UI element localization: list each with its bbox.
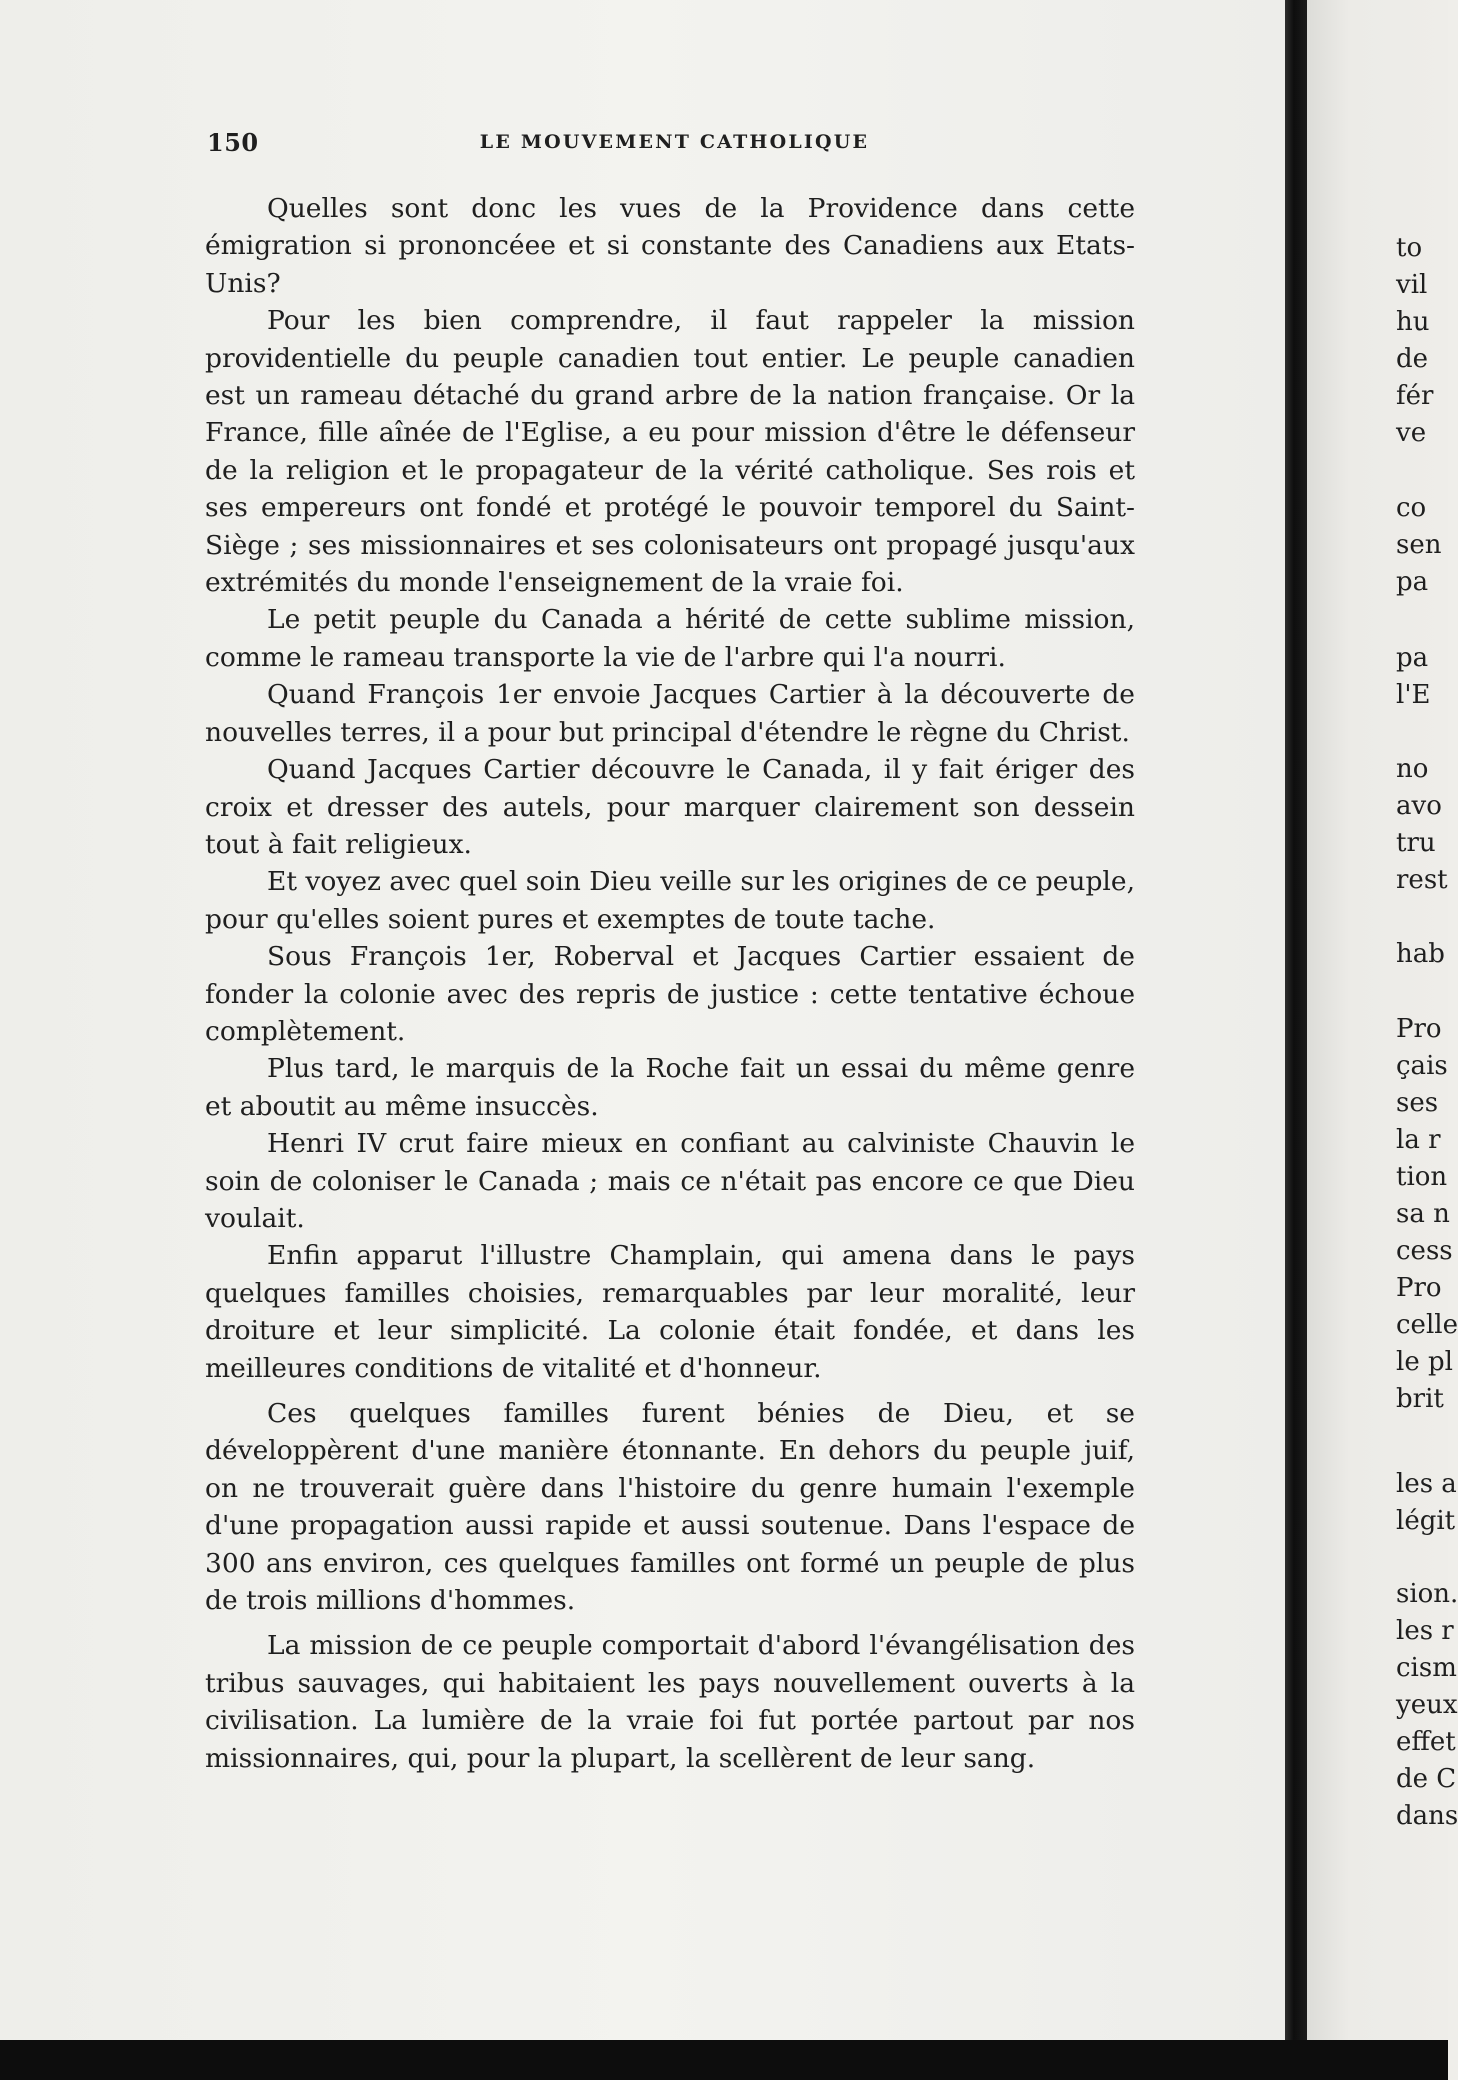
facing-line: effet [1396,1727,1456,1757]
scan-bottom-edge [0,2040,1448,2080]
facing-line: dans [1396,1801,1458,1831]
body-text [205,190,1135,1777]
paragraph: Ces quelques familles furent bénies de Dieu, et se développèrent d'une manière étonnante. En dehors du peuple juif, on ne trouverait guère dans l'histoire du genre humain l'exemple d'une propagation aussi rapide et aussi soutenue. Dans l'espace de 300 ans environ, ces quelques familles ont formé un peuple de plus de trois millions d'hommes. [205,1398,1135,1617]
running-head [207,128,1142,168]
facing-line: sion. [1396,1579,1458,1609]
page-number: 150 [207,128,259,157]
book-gutter [1285,0,1307,2040]
facing-line: Pro [1396,1014,1442,1044]
facing-line: sen [1396,530,1442,560]
facing-line: çais [1396,1051,1448,1081]
paragraph: La mission de ce peuple comportait d'abord l'évangélisation des tribus sauvages, qui habitaient les pays nouvellement ouverts à la civilisation. La lumière de la vraie foi fut portée partout par nos missionnaires, qui, pour la plupart, la scellèrent de leur sang. [205,1630,1135,1774]
facing-line: cess [1396,1236,1453,1266]
facing-line: hu [1396,307,1430,337]
facing-line: le pl [1396,1347,1453,1377]
facing-line: les a [1396,1469,1457,1499]
facing-line: sa n [1396,1199,1450,1229]
facing-line: yeux [1396,1690,1458,1720]
facing-line: de C [1396,1764,1457,1794]
facing-line: brit [1396,1384,1444,1414]
facing-line: pa [1396,643,1429,673]
facing-line: no [1396,754,1429,784]
paragraph: Quand François 1er envoie Jacques Cartier à la découverte de nouvelles terres, il a pour but principal d'étendre le règne du Christ. [205,679,1135,748]
running-title: LE MOUVEMENT CATHOLIQUE [479,131,870,153]
facing-line: l'E [1396,680,1431,710]
facing-line: les r [1396,1616,1454,1646]
paragraph: Quelles sont donc les vues de la Providence dans cette émigration si prononcéee et si constante des Canadiens aux Etats-Unis? [205,193,1135,299]
paragraph: Enfin apparut l'illustre Champlain, qui amena dans le pays quelques familles choisies, remarquables par leur moralité, leur droiture et leur simplicité. La colonie était fondée, et dans les meilleures conditions de vitalité et d'honneur. [205,1240,1135,1384]
facing-line: de [1396,344,1429,374]
facing-line: tru [1396,828,1436,858]
facing-line: ses [1396,1088,1439,1118]
paragraph: Pour les bien comprendre, il faut rappeler la mission providentielle du peuple canadien tout entier. Le peuple canadien est un rameau détaché du grand arbre de la nation française. Or la France, fille aînée de l'Eglise, a eu pour mission d'être le défenseur de la religion et le propagateur de la vérité catholique. Ses rois et ses empereurs ont fondé et protégé le pouvoir temporel du Saint-Siège ; ses missionnaires et ses colonisateurs ont propagé jusqu'aux extrémités du monde l'enseignement de la vraie foi. [205,305,1135,599]
facing-line: rest [1396,865,1448,895]
facing-line: légit [1396,1506,1456,1536]
paragraph: Le petit peuple du Canada a hérité de cette sublime mission, comme le rameau transporte la vie de l'arbre qui l'a nourri. [205,604,1135,673]
facing-line: hab [1396,939,1445,969]
facing-line: cism [1396,1653,1457,1683]
facing-line: ve [1396,418,1427,448]
facing-line: co [1396,493,1427,523]
paragraph: Sous François 1er, Roberval et Jacques Cartier essaient de fonder la colonie avec des repris de justice : cette tentative échoue complètement. [205,941,1135,1047]
paragraph: Henri IV crut faire mieux en confiant au calviniste Chauvin le soin de coloniser le Canada ; mais ce n'était pas encore ce que Dieu voulait. [205,1128,1135,1234]
facing-line: vil [1396,270,1428,300]
facing-line: pa [1396,567,1429,597]
paragraph: Et voyez avec quel soin Dieu veille sur les origines de ce peuple, pour qu'elles soient pures et exemptes de toute tache. [205,866,1135,935]
facing-line: celle [1396,1310,1458,1340]
facing-line: la r [1396,1125,1441,1155]
facing-line: avo [1396,791,1442,821]
facing-line: fér [1396,381,1434,411]
facing-line: tion [1396,1162,1448,1192]
facing-line: to [1396,233,1423,263]
facing-line: Pro [1396,1273,1442,1303]
paragraph: Plus tard, le marquis de la Roche fait un essai du même genre et aboutit au même insuccès. [205,1053,1135,1122]
paragraph: Quand Jacques Cartier découvre le Canada, il y fait ériger des croix et dresser des autels, pour marquer clairement son dessein tout à fait religieux. [205,754,1135,860]
